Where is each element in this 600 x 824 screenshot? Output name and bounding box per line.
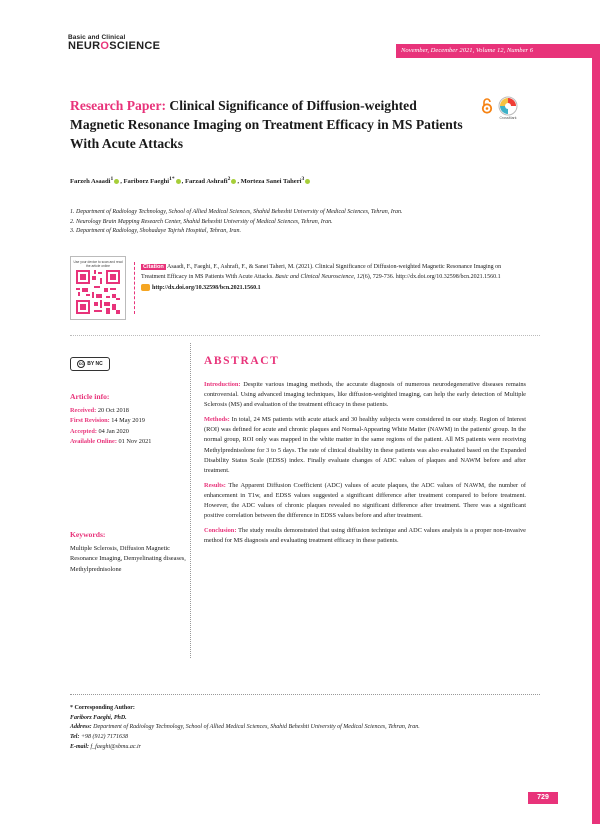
article-info <box>70 406 190 448</box>
footer-divider <box>70 694 540 695</box>
paper-title <box>70 96 470 153</box>
corresponding-email <box>70 743 540 753</box>
info-received <box>70 406 190 416</box>
open-access-icon <box>481 98 493 114</box>
corr-label: E-mail: <box>70 743 89 750</box>
corr-email[interactable]: f_faeghi@sbmu.ac.ir <box>90 743 142 750</box>
article-info-heading: Article info: <box>70 392 110 401</box>
doi-line[interactable] <box>141 283 514 293</box>
info-label: Received: <box>70 407 97 414</box>
corresponding-address <box>70 723 540 733</box>
keywords-text: Multiple Sclerosis, Diffusion Magnetic Resonance Imaging, Demyelinating diseases, Methylprednisolone <box>70 545 186 573</box>
issue-banner: November, December 2021, Volume 12, Number 6 <box>396 44 600 58</box>
abstract-section-head: Methods: <box>204 416 230 424</box>
license-text: BY NC <box>87 361 103 367</box>
corr-label: Tel: <box>70 734 80 741</box>
citation-journal: Basic and Clinical Neuroscience, 12 <box>275 274 363 280</box>
abstract-section-text: The Apparent Diffusion Coefficient (ADC) values of acute plaques, the ADC values of NAWM, the number of enhancement in T1w, and EDSS values suggested a significant difference after treatment compared to before treatment. However, the ADC values of chronic plaques revealed no significant difference after treatment. There was a significant positive correlation between the difference in EDSS values before and after treatment. <box>204 481 526 520</box>
abstract-body <box>204 380 526 551</box>
info-label: First Revision: <box>70 417 110 425</box>
abstract-section-head: Conclusion: <box>204 527 237 535</box>
corresponding-tel <box>70 733 540 743</box>
info-accepted <box>70 427 190 437</box>
author-sup: 2 <box>227 176 231 182</box>
keywords-heading: Keywords: <box>70 530 106 539</box>
license-badge[interactable] <box>70 357 110 371</box>
qr-code-icon[interactable] <box>76 270 120 314</box>
info-value: 20 Oct 2018 <box>97 407 129 414</box>
corresponding-name: Fariborz Faeghi, PhD. <box>70 714 127 721</box>
journal-name-o: O <box>100 40 110 52</box>
journal-name-small: Basic and Clinical <box>68 34 126 41</box>
paper-title-text: Clinical Significance of Diffusion-weighted Magnetic Resonance Imaging on Treatment Efficacy in MS Patients With Acute Attacks <box>70 98 463 151</box>
abstract-section-text: Despite various imaging methods, the accurate diagnosis of numerous neurodegenerative diseases remains controversial. Using advanced imaging techniques, like diffusion-weighted imaging, can help the early detection of Multiple Sclerosis (MS) and evaluation of the treatment efficacy in these patients. <box>204 381 527 409</box>
citation-rest: (6), 729-736. http://dx.doi.org/10.32598/bcn.2021.1560.1 <box>362 274 501 280</box>
info-value: 01 Nov 2021 <box>118 438 152 446</box>
affiliation: 2. Neurology Brain Mapping Research Center, Shahid Beheshti University of Medical Sciences, Tehran, Iran. <box>70 218 333 225</box>
corr-value: +98 (912) 7171638 <box>80 734 128 741</box>
journal-name-part: NEUR <box>68 40 101 52</box>
orcid-icon[interactable] <box>114 179 119 184</box>
orcid-icon[interactable] <box>231 179 236 184</box>
abstract-methods <box>204 415 526 476</box>
crossmark-icon[interactable] <box>497 96 519 122</box>
abstract-section-text: The study results demonstrated that using diffusion technique and ADC values analysis is a proper non-invasive method for MS diagnosis and evaluating treatment efficacy in these patients. <box>204 527 526 545</box>
orcid-icon[interactable] <box>305 179 310 184</box>
affiliation-list <box>70 208 540 237</box>
corr-label: Address: <box>70 724 92 731</box>
abstract-section-text: In total, 24 MS patients with acute attack and 30 healthy subjects were considered in our study. Region of Interest (ROI) was defined for acute and chronic plaques and Normal-Appearing White Matter (NAWM) in the patients' group. In the normal group, ROI only was mapped in the white matter in the same regions of the patient. All MS patients were receiving Methylprednisolone for 3 to 5 days. The rate of clinical disability in these patients was also evaluated based on the Expanded Disability Status Scale (EDSS) index. Finally evaluate changes of ADC values of plaques and NAWM before and after treatment. <box>204 416 526 474</box>
info-value: 04 Jan 2020 <box>98 427 129 435</box>
citation-box <box>134 262 514 314</box>
crossmark-label: CrossMark <box>499 116 517 120</box>
affiliation: 3. Department of Radiology, Shohadaye Tajrish Hospital, Tehran, Iran. <box>70 228 242 235</box>
author-name: Fariborz Faeghi <box>123 178 170 186</box>
corresponding-heading: * Corresponding Author: <box>70 705 135 711</box>
author-sup: 3 <box>301 176 305 182</box>
corresponding-author <box>70 704 540 753</box>
citation-tag: Citation <box>143 264 164 270</box>
journal-logo <box>68 34 178 52</box>
journal-name-big <box>68 41 178 52</box>
info-label: Available Online: <box>70 438 117 446</box>
abstract-section-head: Introduction: <box>204 381 241 388</box>
info-first-revision <box>70 416 190 426</box>
page-stripe <box>592 58 600 824</box>
page-number: 729 <box>528 792 558 804</box>
qr-code-box <box>70 256 126 320</box>
author-sup: 1* <box>169 176 175 182</box>
doi-icon <box>141 284 150 291</box>
author-name: Farzeh Asaadi <box>70 178 111 186</box>
column-divider <box>190 343 191 658</box>
abstract-section-head: Results: <box>204 481 226 489</box>
author-list: Farzeh Asaadi$^1$ , Fariborz Faeghi$^{1*}$ , Farzad Ashrafi$^2$ , Morteza Sanei Taheri$^3$ <box>70 176 530 185</box>
info-available <box>70 437 190 447</box>
qr-caption: Use your device to scan and read the article online <box>73 260 123 268</box>
abstract-results <box>204 481 526 521</box>
doi-link[interactable]: http://dx.doi.org/10.32598/bcn.2021.1560.1 <box>152 285 261 291</box>
cc-icon: cc <box>78 361 84 366</box>
orcid-icon[interactable] <box>176 179 181 184</box>
author-sup: 1 <box>110 176 114 182</box>
info-value: 14 May 2019 <box>111 417 145 425</box>
abstract-conclusion <box>204 526 526 546</box>
abstract-heading: ABSTRACT <box>204 355 280 367</box>
corr-value: Department of Radiology Technology, School of Allied Medical Sciences, Shahid Beheshti University of Medical Sciences, Tehran, Iran. <box>93 724 420 731</box>
author-name: Farzad Ashrafi <box>184 178 228 186</box>
abstract-introduction <box>204 380 526 410</box>
affiliation: 1. Department of Radiology Technology, School of Allied Medical Sciences, Shahid Beheshti University of Medical Sciences, Tehran, Iran. <box>70 209 403 215</box>
citation-text: Asaadi, F., Faeghi, F., Ashrafi, F., & Sanei Taheri, M. (2021). Clinical Significance of Diffusion-weighted Magnetic Resonance Imaging on Treatment Efficacy in MS Patients With Acute Attacks. <box>141 264 502 280</box>
paper-type-label: Research Paper: <box>70 98 167 113</box>
author-name: Morteza Sanei Taheri <box>240 178 302 186</box>
journal-name-part: SCIENCE <box>109 40 161 52</box>
section-divider <box>70 335 540 336</box>
info-label: Accepted: <box>70 427 97 435</box>
